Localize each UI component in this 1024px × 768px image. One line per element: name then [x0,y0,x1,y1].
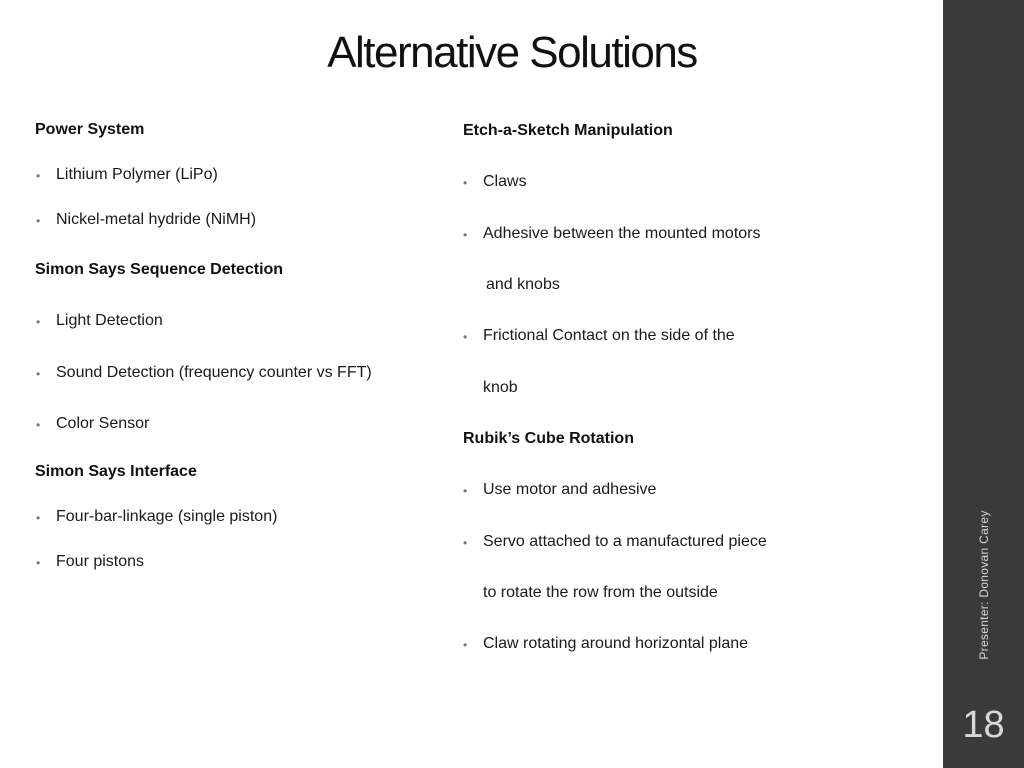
presenter-label: Presenter: Donovan Carey [977,510,991,660]
bullet-icon: • [463,228,468,242]
slide-number: 18 [962,704,1005,746]
bullet-icon: • [463,638,468,652]
list-item [463,481,657,499]
list-item-text: Lithium Polymer (LiPo) [56,166,218,183]
list-item-continuation: to rotate the row from the outside [483,584,718,601]
etch-a-sketch-heading: Etch-a-Sketch Manipulation [463,122,673,139]
list-item [36,364,372,382]
list-item-text: Nickel-metal hydride (NiMH) [56,211,257,228]
list-item-text: Light Detection [56,312,163,329]
list-item [36,508,278,526]
list-item [463,225,761,243]
list-item [463,635,749,653]
list-item [463,533,767,551]
list-item [36,553,145,571]
list-item-text: Use motor and adhesive [483,481,657,498]
list-item-text: Four-bar-linkage (single piston) [56,508,278,525]
bullet-icon: • [36,367,41,381]
list-item-text: Adhesive between the mounted motors [483,225,761,242]
rubiks-cube-heading: Rubik’s Cube Rotation [463,430,634,447]
list-item [36,312,163,330]
bullet-icon: • [36,511,41,525]
list-item-text: Four pistons [56,553,145,570]
bullet-icon: • [36,418,41,432]
list-item-text: Servo attached to a manufactured piece [483,533,767,550]
list-item [36,415,150,433]
bullet-icon: • [36,315,41,329]
slide-title: Alternative Solutions [327,28,697,77]
list-item-text: Claws [483,173,527,190]
list-item [36,211,257,229]
list-item [463,327,735,345]
bullet-icon: • [36,556,41,570]
list-item-text: Sound Detection (frequency counter vs FFT) [56,364,372,381]
list-item-continuation: and knobs [486,276,560,293]
list-item-text: Claw rotating around horizontal plane [483,635,749,652]
list-item-text: Color Sensor [56,415,150,432]
list-item [463,173,527,191]
bullet-icon: • [463,176,468,190]
list-item-text: Frictional Contact on the side of the [483,327,735,344]
list-item [36,166,218,184]
simon-detection-heading: Simon Says Sequence Detection [35,261,284,278]
simon-interface-heading: Simon Says Interface [35,463,197,480]
list-item-continuation: knob [483,379,518,396]
bullet-icon: • [463,536,468,550]
power-system-heading: Power System [35,121,145,138]
bullet-icon: • [36,169,41,183]
bullet-icon: • [463,484,468,498]
bullet-icon: • [463,330,468,344]
bullet-icon: • [36,214,41,228]
